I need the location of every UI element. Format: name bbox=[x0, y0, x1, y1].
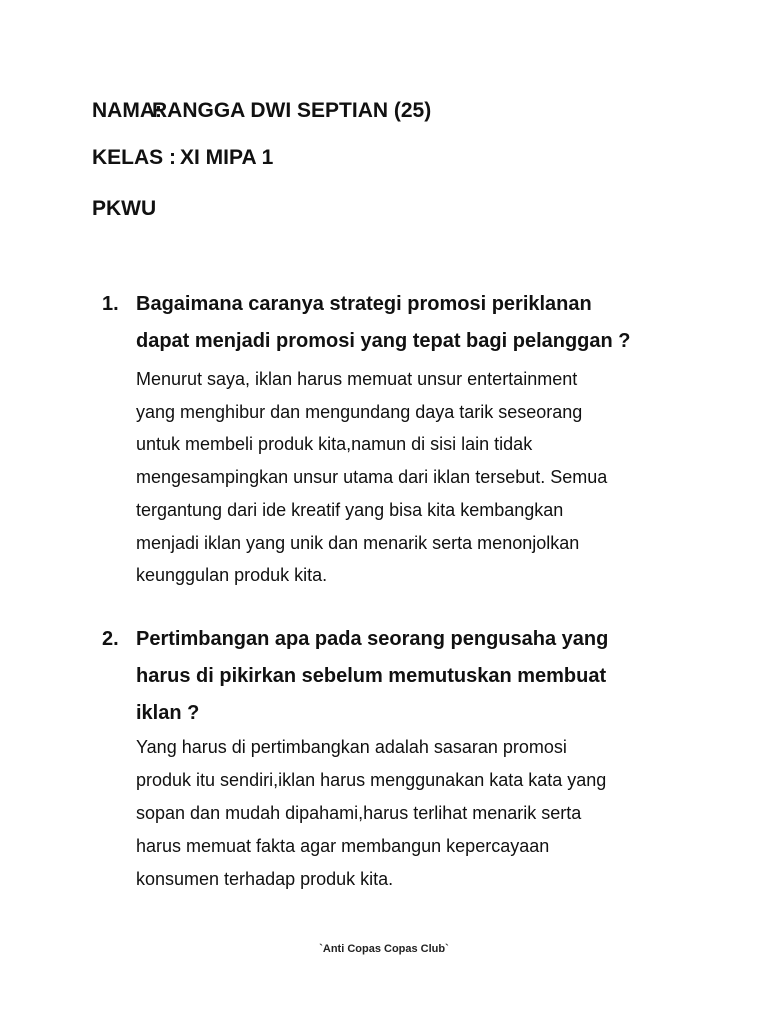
question-line: dapat menjadi promosi yang tepat bagi pelanggan ? bbox=[136, 330, 631, 352]
name-value: RANGGA DWI SEPTIAN (25) bbox=[152, 99, 432, 122]
class-value: XI MIPA 1 bbox=[180, 146, 274, 169]
question-line: iklan ? bbox=[136, 702, 200, 724]
answer-line: untuk membeli produk kita,namun di sisi lain tidak bbox=[136, 434, 533, 455]
name-line bbox=[92, 99, 432, 123]
answer-line: menjadi iklan yang unik dan menarik serta menonjolkan bbox=[136, 532, 580, 553]
question-number: 1. bbox=[102, 293, 119, 315]
name-label: NAMA: bbox=[92, 99, 162, 122]
answer-line: produk itu sendiri,iklan harus menggunakan kata kata yang bbox=[136, 770, 607, 790]
answer-line: mengesampingkan unsur utama dari iklan tersebut. Semua bbox=[136, 467, 608, 488]
class-label: KELAS : bbox=[92, 146, 176, 169]
answer-line: harus memuat fakta agar membangun kepercayaan bbox=[136, 836, 550, 856]
subject: PKWU bbox=[92, 197, 157, 220]
question-line: harus di pikirkan sebelum memutuskan membuat bbox=[136, 665, 607, 687]
answer-line: yang menghibur dan mengundang daya tarik seseorang bbox=[136, 401, 583, 422]
footer-text: `Anti Copas Copas Club` bbox=[319, 943, 449, 955]
answer-line: Yang harus di pertimbangkan adalah sasaran promosi bbox=[136, 737, 567, 757]
answer-line: keunggulan produk kita. bbox=[136, 565, 328, 586]
answer-line: konsumen terhadap produk kita. bbox=[136, 869, 394, 889]
answer-line: sopan dan mudah dipahami,harus terlihat menarik serta bbox=[136, 803, 582, 823]
question-number: 2. bbox=[102, 628, 119, 650]
question-line: Pertimbangan apa pada seorang pengusaha yang bbox=[136, 628, 609, 650]
class-line bbox=[92, 146, 274, 170]
answer-line: tergantung dari ide kreatif yang bisa kita kembangkan bbox=[136, 499, 564, 520]
question-line: Bagaimana caranya strategi promosi periklanan bbox=[136, 293, 592, 315]
answer-line: Menurut saya, iklan harus memuat unsur entertainment bbox=[136, 369, 578, 389]
